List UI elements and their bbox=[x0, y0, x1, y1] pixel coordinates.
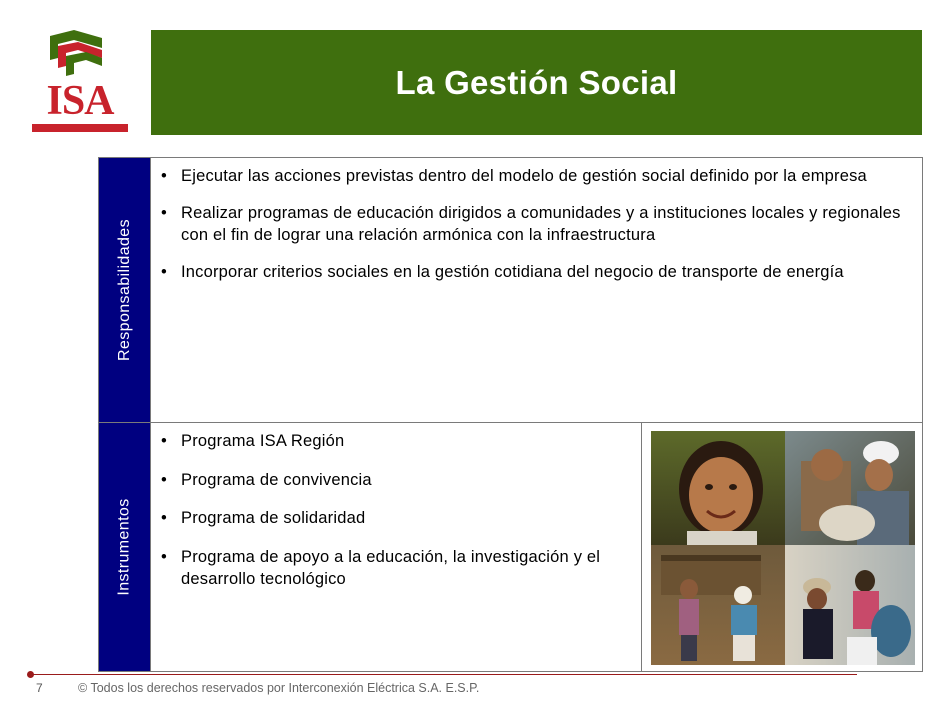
isa-logo bbox=[28, 30, 132, 136]
footer-divider bbox=[30, 674, 857, 675]
title-bar bbox=[151, 30, 922, 135]
list-item: • Incorporar criterios sociales en la gestión cotidiana del negocio de transporte de energía bbox=[159, 261, 914, 284]
row-label-responsabilidades-text: Responsabilidades bbox=[115, 218, 133, 362]
instrumentos-cell bbox=[159, 430, 634, 607]
row-divider bbox=[151, 422, 922, 423]
responsabilidades-cell bbox=[159, 165, 914, 297]
copyright-notice: © Todos los derechos reservados por Interconexión Eléctrica S.A. E.S.P. bbox=[78, 681, 480, 695]
row-label-instrumentos bbox=[99, 423, 151, 671]
isa-logo-wordmark: ISA bbox=[46, 78, 114, 124]
photo-collage-graphic bbox=[651, 431, 915, 665]
instrumentos-list bbox=[159, 430, 634, 591]
list-item: • Ejecutar las acciones previstas dentro del modelo de gestión social definido por la empresa bbox=[159, 165, 914, 188]
row-label-instrumentos-text: Instrumentos bbox=[115, 498, 133, 596]
page-number: 7 bbox=[36, 681, 43, 695]
footer-bullet bbox=[27, 671, 34, 678]
column-divider bbox=[641, 423, 642, 671]
list-item: • Programa ISA Región bbox=[159, 430, 634, 453]
list-item: • Programa de solidaridad bbox=[159, 507, 634, 530]
row-label-responsabilidades bbox=[99, 158, 151, 423]
list-item: • Realizar programas de educación dirigidos a comunidades y a instituciones locales y regionales con el fin de lograr una relación armónica con la infraestructura bbox=[159, 202, 914, 247]
page-title: La Gestión Social bbox=[395, 63, 678, 101]
social-management-table bbox=[98, 157, 923, 672]
community-photo-collage bbox=[651, 431, 915, 665]
list-item: • Programa de convivencia bbox=[159, 469, 634, 492]
list-item: • Programa de apoyo a la educación, la investigación y el desarrollo tecnológico bbox=[159, 546, 634, 591]
responsabilidades-list bbox=[159, 165, 914, 283]
